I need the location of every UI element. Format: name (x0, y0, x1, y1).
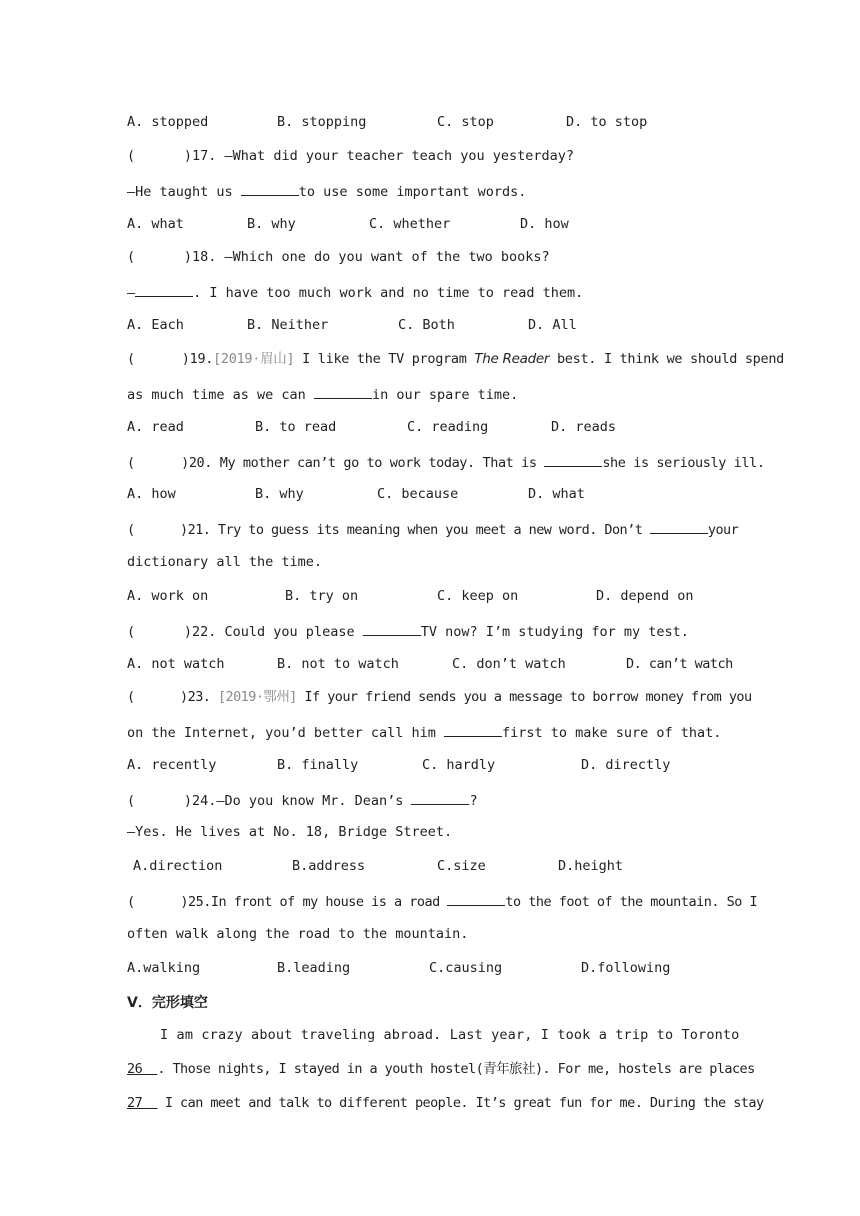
passage-line-1: I am crazy about traveling abroad. Last year, I took a trip to Toronto (160, 1027, 740, 1043)
passage-line-2-text: . Those nights, I stayed in a youth hostel(青年旅社). For me, hostels are places (157, 1061, 755, 1077)
q19-number: ( )19. (127, 351, 214, 367)
q18-option-c: C. Both (398, 317, 455, 333)
q17-line (127, 147, 574, 165)
q24-blank[interactable] (411, 790, 469, 805)
q20-text-pre: My mother can’t go to work today. That is (212, 455, 545, 471)
q19-option-a: A. read (127, 419, 184, 435)
passage-line-2 (127, 1060, 755, 1078)
q23-line2-pre: on the Internet, you’d better call him (127, 725, 444, 741)
q21-option-d: D. depend on (596, 588, 694, 604)
q25-option-b: B.leading (277, 960, 351, 976)
q22-option-a: A. not watch (127, 656, 225, 672)
q16-option-b: B. stopping (277, 114, 367, 130)
q23-text: If your friend sends you a message to borrow money from you (296, 689, 752, 705)
q17-option-d: D. how (520, 216, 569, 232)
q19-source: [2019·眉山] (213, 351, 295, 367)
q20-text-post: she is seriously ill. (602, 455, 765, 471)
q25-line-2: often walk along the road to the mountain. (127, 926, 469, 942)
passage-line-3 (127, 1094, 764, 1112)
q20-number: ( )20. (127, 455, 213, 471)
q17-option-c: C. whether (369, 216, 451, 232)
q23-option-d: D. directly (581, 757, 671, 773)
q24-prompt-pre: —Do you know Mr. Dean’s (216, 793, 412, 809)
q23-line2-post: first to make sure of that. (501, 725, 722, 741)
blank-26[interactable]: 26 (127, 1061, 158, 1077)
q23-source: [2019·鄂州] (217, 689, 297, 705)
q22-text-pre: Could you please (216, 624, 363, 640)
q19-option-d: D. reads (551, 419, 617, 435)
q21-number: ( )21. (127, 522, 211, 538)
q17-reply (127, 181, 526, 201)
q23-blank[interactable] (444, 722, 502, 737)
q19-line2-post: in our spare time. (371, 387, 519, 403)
q17-reply-post: to use some important words. (298, 184, 527, 200)
q21-line-1 (127, 519, 738, 539)
q19-line2-pre: as much time as we can (127, 387, 314, 403)
q18-option-d: D. All (528, 317, 577, 333)
q24-option-b: B.address (292, 858, 366, 874)
q25-blank[interactable] (447, 891, 505, 906)
passage-line-3-text: I can meet and talk to different people. It’s great fun for me. During the stay (157, 1095, 764, 1111)
q21-text-pre: Try to guess its meaning when you meet a new word. Don’t (210, 522, 650, 538)
q23-line-2 (127, 722, 721, 742)
q19-text-post: best. I think we should spend (549, 351, 784, 367)
q18-option-b: B. Neither (247, 317, 329, 333)
q18-prompt: —Which one do you want of the two books? (224, 249, 550, 265)
q18-reply (127, 282, 583, 302)
q24-option-a: A.direction (133, 858, 223, 874)
q23-option-c: C. hardly (422, 757, 496, 773)
q24-reply: —Yes. He lives at No. 18, Bridge Street. (127, 824, 453, 840)
q24-option-d: D.height (558, 858, 624, 874)
q18-reply-pre: — (127, 285, 136, 301)
q23-option-a: A. recently (127, 757, 217, 773)
q18-option-a: A. Each (127, 317, 184, 333)
q20-option-a: A. how (127, 486, 176, 502)
q21-text-post: your (707, 522, 739, 538)
q20-option-d: D. what (528, 486, 585, 502)
q17-blank[interactable] (241, 181, 299, 196)
q16-option-c: C. stop (437, 114, 494, 130)
q17-option-b: B. why (247, 216, 296, 232)
q25-text-post: to the foot of the mountain. So I (505, 894, 758, 910)
q17-reply-pre: —He taught us (127, 184, 241, 200)
q22-blank[interactable] (363, 621, 421, 636)
q22-option-d: D. can’t watch (626, 656, 733, 672)
q25-option-d: D.following (581, 960, 671, 976)
q19-option-b: B. to read (255, 419, 337, 435)
q18-blank[interactable] (135, 282, 193, 297)
q21-option-b: B. try on (285, 588, 359, 604)
q20-option-c: C. because (377, 486, 459, 502)
q17-number: ( )17. (127, 148, 217, 164)
q25-line-1 (127, 891, 757, 911)
q25-text-pre: In front of my house is a road (210, 894, 448, 910)
q22-number: ( )22. (127, 624, 217, 640)
q22-line (127, 621, 689, 641)
q20-line (127, 452, 765, 472)
q19-option-c: C. reading (407, 419, 489, 435)
q19-line-1 (127, 350, 784, 368)
blank-27[interactable]: 27 (127, 1095, 158, 1111)
section-heading: V．完形填空 (127, 995, 208, 1011)
q22-text-post: TV now? I’m studying for my test. (420, 624, 689, 640)
q19-text-pre: I like the TV program (294, 351, 475, 367)
q19-line-2 (127, 384, 518, 404)
q18-line (127, 248, 550, 266)
q16-option-d: D. to stop (566, 114, 648, 130)
q23-number: ( )23. (127, 689, 211, 705)
q16-option-a: A. stopped (127, 114, 209, 130)
q17-option-a: A. what (127, 216, 184, 232)
q19-program-title: The Reader (474, 351, 550, 367)
q21-line-2: dictionary all the time. (127, 554, 323, 570)
q21-option-c: C. keep on (437, 588, 519, 604)
q18-reply-post: . I have too much work and no time to read them. (193, 285, 584, 301)
q24-option-c: C.size (437, 858, 486, 874)
q20-option-b: B. why (255, 486, 304, 502)
q23-line-1 (127, 688, 752, 706)
q17-prompt: —What did your teacher teach you yesterday? (224, 148, 575, 164)
q19-blank[interactable] (314, 384, 372, 399)
q21-blank[interactable] (650, 519, 708, 534)
q20-blank[interactable] (544, 452, 602, 467)
q25-option-c: C.causing (429, 960, 503, 976)
q18-number: ( )18. (127, 249, 217, 265)
q24-number: ( )24. (127, 793, 217, 809)
q21-option-a: A. work on (127, 588, 209, 604)
q24-prompt-post: ? (469, 793, 478, 809)
q25-option-a: A.walking (127, 960, 201, 976)
q24-line (127, 790, 478, 810)
q22-option-c: C. don’t watch (452, 656, 566, 672)
q25-number: ( )25. (127, 894, 211, 910)
q23-option-b: B. finally (277, 757, 359, 773)
q22-option-b: B. not to watch (277, 656, 399, 672)
